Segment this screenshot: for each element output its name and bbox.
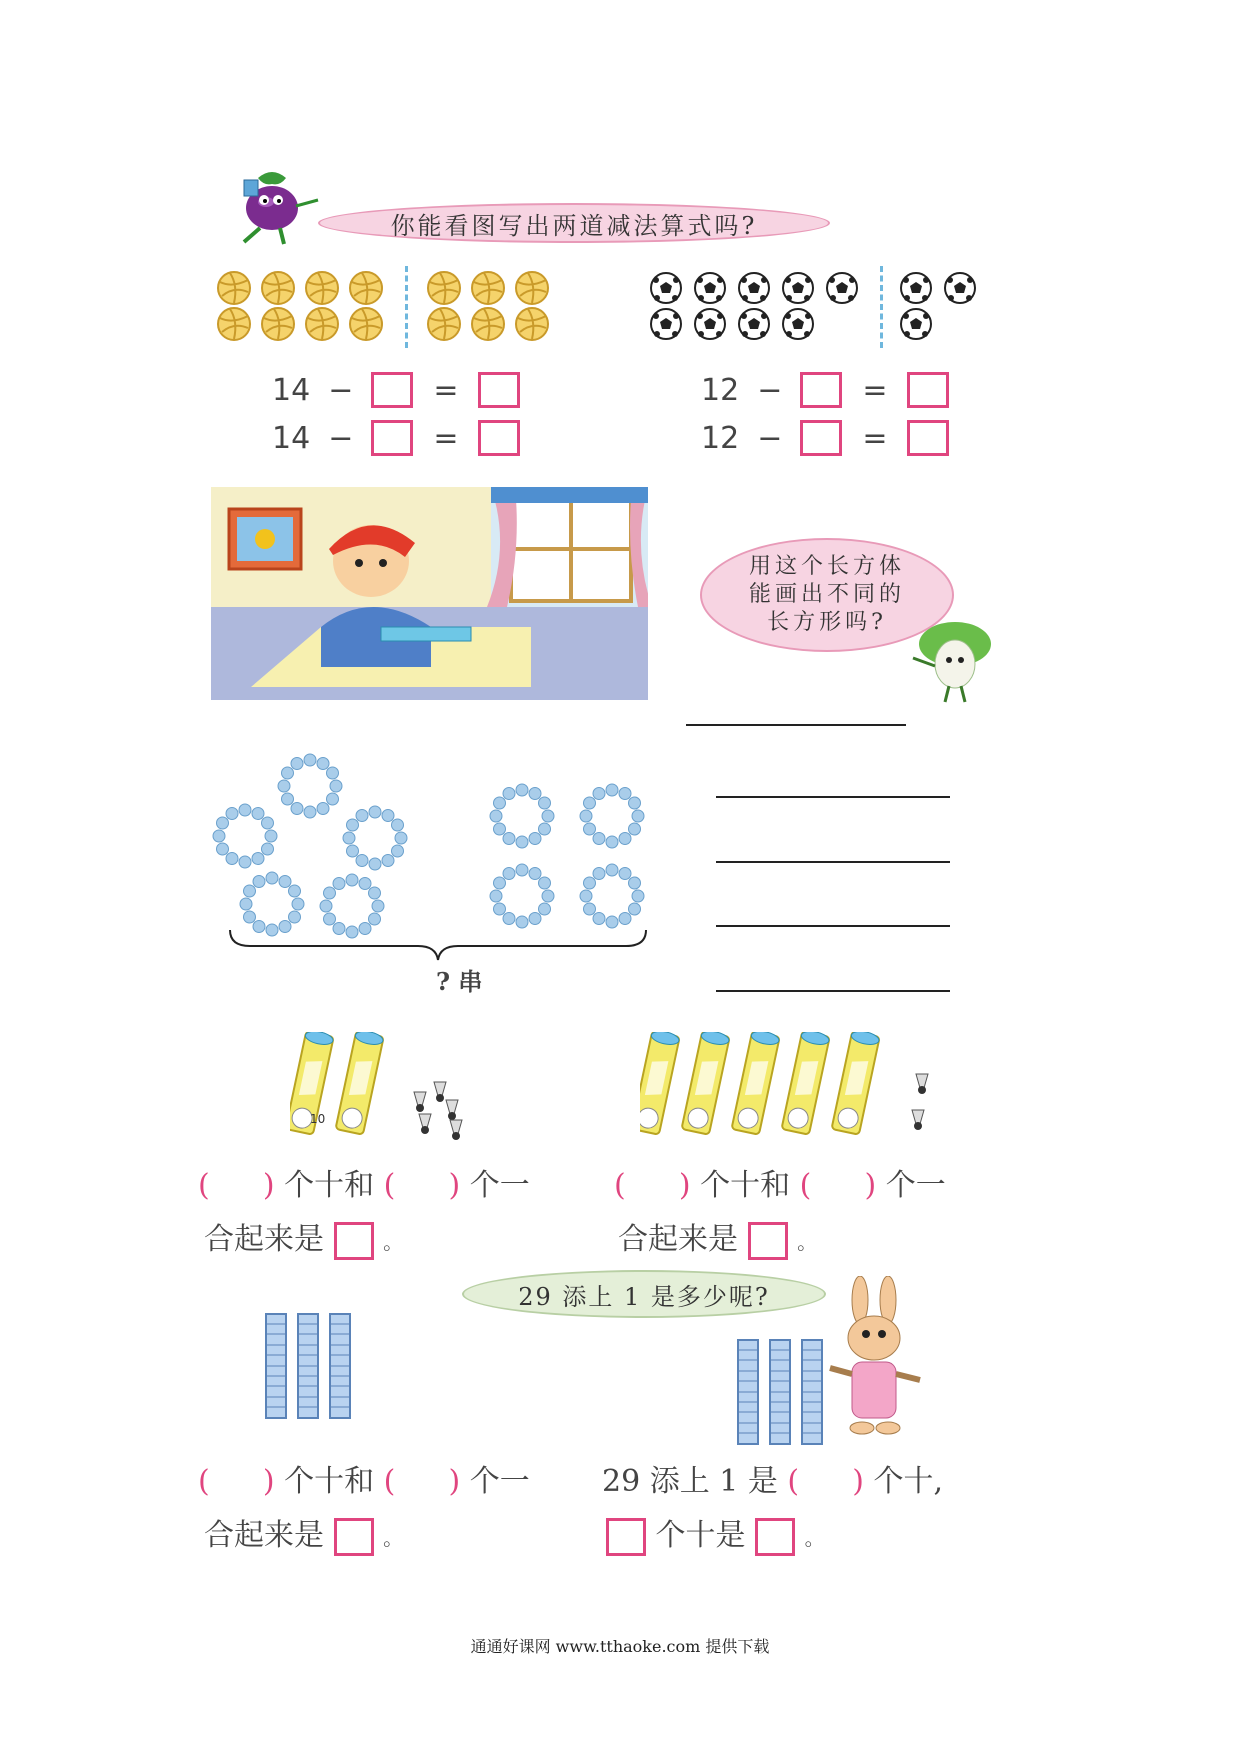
equation-right-1 [701,372,949,408]
bubble-line-3: 长方形吗? [767,610,887,635]
answer-box[interactable] [606,1518,646,1556]
paren-open: ( [614,1168,626,1203]
total-label: ? 串 [436,967,483,996]
answer-box[interactable] [800,420,842,456]
bubble-line-1: 用这个长方体 [748,554,905,579]
soccer-ball-group [648,268,988,344]
paren-close: ) [262,1168,275,1203]
footer-credit: 通通好课网 www.tthaoke.com 提供下载 [470,1637,770,1656]
tens-ones-line-right [614,1160,946,1204]
equals-sign: = [862,420,888,456]
paren-open: ( [198,1464,210,1499]
total-brace [228,928,648,962]
divider-dashed-left [405,266,408,348]
paren-close: ) [864,1168,877,1203]
together-label: 合起来是 [204,1518,324,1553]
volleyball-group [214,268,554,344]
equals-sign: = [433,372,459,408]
bead-bracelets-illustration [210,746,650,946]
paren-close: ) [448,1168,461,1203]
answer-line-2[interactable] [716,796,950,798]
answer-box[interactable] [800,372,842,408]
add-one-bubble [462,1270,826,1318]
tens-ones-line-left-2 [198,1456,530,1500]
question-bubble [318,203,830,243]
tube-label: 10 [310,1112,326,1126]
minuend: 14 [272,420,311,456]
total-line-left [204,1214,403,1260]
total-line-left-2 [204,1510,403,1556]
equation-right-2 [701,420,949,456]
answer-box[interactable] [755,1518,795,1556]
ones-label: 个一 [469,1168,530,1203]
paren-close: ) [852,1464,864,1499]
paren-open: ( [799,1168,812,1203]
equation-left-1 [272,372,520,408]
ten-rods-left [262,1312,362,1422]
answer-line-5[interactable] [716,990,950,992]
period: 。 [383,1526,404,1550]
tens-label: 个十和 [284,1168,375,1203]
answer-box[interactable] [371,372,413,408]
shuttlecock-tubes-left [290,1032,480,1144]
period: 。 [797,1230,818,1254]
divider-dashed-right [880,266,883,348]
cabbage-mascot [905,614,1005,704]
together-label: 合起来是 [204,1222,324,1257]
add-one-prefix: 29 添上 1 是 [602,1464,778,1499]
equation-left-2 [272,420,520,456]
tens-label: 个十和 [700,1168,791,1203]
total-line-right [618,1214,817,1260]
paren-close: ) [262,1464,275,1499]
paren-open: ( [383,1168,396,1203]
minus-sign: − [757,420,783,456]
paren-close: ) [678,1168,691,1203]
equals-sign: = [862,372,888,408]
ones-label: 个一 [885,1168,946,1203]
answer-box[interactable] [478,420,520,456]
minuend: 12 [701,420,740,456]
add-one-line-2 [606,1510,825,1556]
question-text: 你能看图写出两道减法算式吗? [390,211,758,240]
tens-equals-label: 个十是 [655,1518,746,1553]
period: 。 [804,1526,825,1550]
tens-ones-line-left [198,1160,530,1204]
paren-close: ) [448,1464,461,1499]
ten-rods-right [734,1338,834,1448]
answer-box[interactable] [907,372,949,408]
answer-box[interactable] [334,1518,374,1556]
boy-drawing-illustration [211,487,648,700]
add-one-line-1 [602,1456,943,1500]
answer-box[interactable] [907,420,949,456]
period: 。 [383,1230,404,1254]
minus-sign: − [757,372,783,408]
tens-label: 个十和 [284,1464,375,1499]
answer-box[interactable] [478,372,520,408]
answer-box[interactable] [334,1222,374,1260]
ones-label: 个一 [469,1464,530,1499]
paren-open: ( [787,1464,800,1499]
together-label: 合起来是 [618,1222,738,1257]
paren-open: ( [383,1464,396,1499]
minus-sign: − [328,372,354,408]
shuttlecock-tubes-right [640,1032,940,1144]
answer-box[interactable] [748,1222,788,1260]
minuend: 12 [701,372,740,408]
rabbit-mascot [826,1276,926,1442]
minuend: 14 [272,372,311,408]
answer-line-4[interactable] [716,925,950,927]
answer-line-3[interactable] [716,861,950,863]
add-one-question: 29 添上 1 是多少呢? [518,1282,770,1311]
bubble-line-2: 能画出不同的 [748,582,905,607]
paren-open: ( [198,1168,210,1203]
minus-sign: − [328,420,354,456]
eggplant-mascot [214,160,324,250]
tens-suffix: 个十, [873,1464,944,1499]
answer-line-1[interactable] [686,724,906,726]
equals-sign: = [433,420,459,456]
answer-box[interactable] [371,420,413,456]
